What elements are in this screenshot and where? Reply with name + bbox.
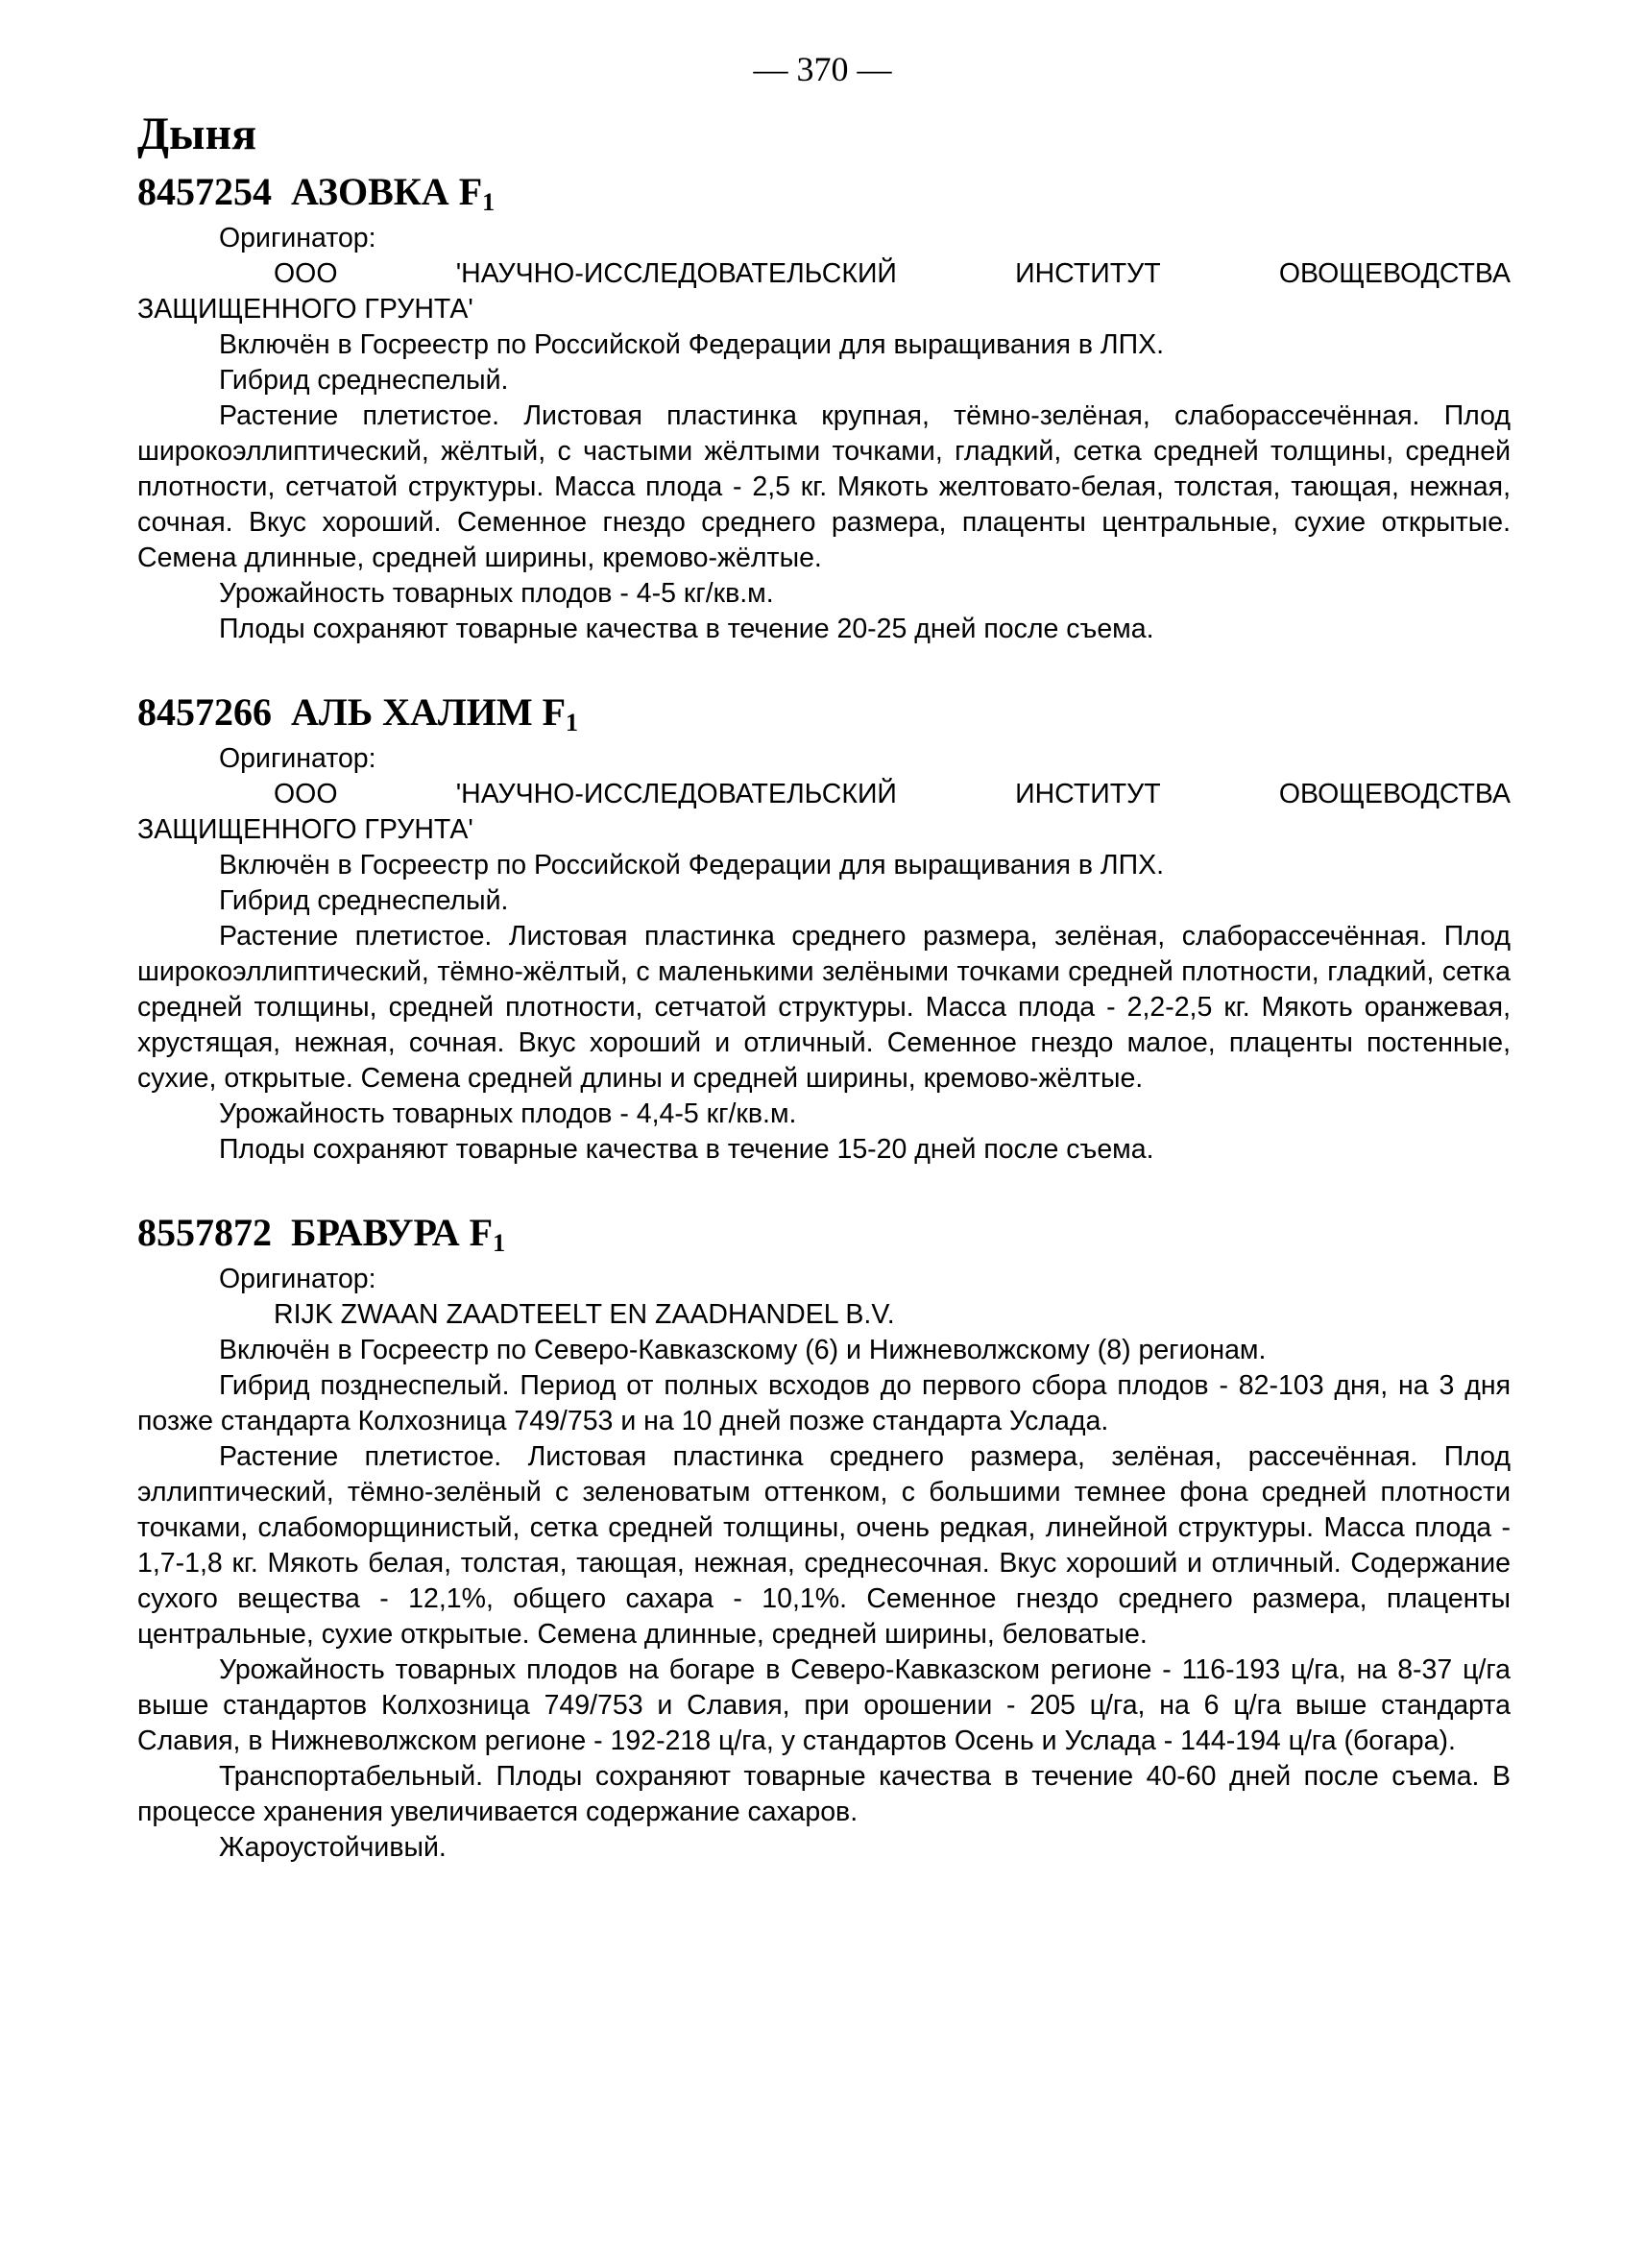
- variety-code: 8557872: [137, 1211, 272, 1254]
- registry-text: Включён в Госреестр по Российской Федерации для выращивания в ЛПХ.: [219, 329, 1165, 360]
- originator-label: Оригинатор:: [219, 743, 376, 774]
- description-text: Растение плетистое. Листовая пластинка среднего размера, зелёная, слаборассечённая. Плод широкоэллиптический, тёмно-жёлтый, с маленькими зелёными точками средней плотности, гладкий, сетка средней толщины, средней плотности, сетчатой структуры. Масса плода - 2,2-2,5 кг. Мякоть оранжевая, хрустящая, нежная, сочная. Вкус хороший и отличный. Семенное гнездо малое, плаценты постенные, сухие, открытые. Семена средней длины и средней ширины, кремово-жёлтые.: [137, 921, 1511, 1094]
- storage-text: Плоды сохраняют товарные качества в течение 20-25 дней после съема.: [219, 614, 1154, 644]
- originator-name: RIJK ZWAAN ZAADTEELT EN ZAADHANDEL B.V.: [274, 1299, 895, 1330]
- variety-code: 8457254: [137, 170, 272, 213]
- hybrid-subscript: 1: [566, 709, 579, 736]
- originator-label: Оригинатор:: [219, 223, 376, 253]
- yield-text: Урожайность товарных плодов на богаре в Северо-Кавказском регионе - 116-193 ц/га, на 8-37 ц/га выше стандартов Колхозница 749/753 и Славия, при орошении - 205 ц/га, на 6 ц/га выше стандарта Славия, в Нижневолжском регионе - 192-218 ц/га, у стандартов Осень и Услада - 144-194 ц/га (богара).: [137, 1654, 1511, 1756]
- variety-title: 8557872 БРАВУРА $F_1$: [137, 1211, 506, 1257]
- variety-name: АЛЬ ХАЛИМ: [291, 690, 533, 734]
- yield-text: Урожайность товарных плодов - 4,4-5 кг/кв.м.: [219, 1098, 797, 1129]
- originator-label: Оригинатор:: [219, 1264, 376, 1294]
- yield-text: Урожайность товарных плодов - 4-5 кг/кв.м.: [219, 578, 774, 609]
- extra-text: Жароустойчивый.: [219, 1832, 447, 1863]
- ripening-text: Гибрид среднеспелый.: [219, 885, 509, 916]
- variety-code: 8457266: [137, 690, 272, 734]
- variety-name: БРАВУРА: [291, 1211, 460, 1254]
- page-number: — 370 —: [753, 50, 892, 88]
- hybrid-subscript: 1: [482, 188, 496, 216]
- storage-text: Транспортабельный. Плоды сохраняют товарные качества в течение 40-60 дней после съема. В процессе хранения увеличивается содержание сахаров.: [137, 1761, 1511, 1827]
- variety-entry: [137, 1210, 1511, 1866]
- variety-entry: [137, 689, 1511, 1168]
- description-text: Растение плетистое. Листовая пластинка крупная, тёмно-зелёная, слаборассечённая. Плод широкоэллиптический, жёлтый, с частыми жёлтыми точками, гладкий, сетка средней толщины, средней плотности, сетчатой структуры. Масса плода - 2,5 кг. Мякоть желтовато-белая, толстая, тающая, нежная, сочная. Вкус хороший. Семенное гнездо среднего размера, плаценты центральные, сухие открытые. Семена длинные, средней ширины, кремово-жёлтые.: [137, 400, 1511, 573]
- originator-name: ООО 'НАУЧНО-ИССЛЕДОВАТЕЛЬСКИЙ ИНСТИТУТ ОВОЩЕВОДСТВА: [274, 258, 1511, 289]
- storage-text: Плоды сохраняют товарные качества в течение 15-20 дней после съема.: [219, 1134, 1154, 1165]
- variety-title: 8457254 АЗОВКА $F_1$: [137, 170, 496, 216]
- variety-entry: [137, 169, 1511, 647]
- originator-name-cont: ЗАЩИЩЕННОГО ГРУНТА': [137, 294, 473, 325]
- ripening-text: Гибрид позднеспелый. Период от полных всходов до первого сбора плодов - 82-103 дня, на 3 дня позже стандарта Колхозница 749/753 и на 10 дней позже стандарта Услада.: [137, 1370, 1511, 1436]
- section-title: Дыня: [137, 109, 257, 159]
- originator-name-cont: ЗАЩИЩЕННОГО ГРУНТА': [137, 814, 473, 845]
- originator-name: ООО 'НАУЧНО-ИССЛЕДОВАТЕЛЬСКИЙ ИНСТИТУТ ОВОЩЕВОДСТВА: [274, 779, 1511, 809]
- variety-name: АЗОВКА: [291, 170, 449, 213]
- variety-title: 8457266 АЛЬ ХАЛИМ $F_1$: [137, 690, 579, 736]
- hybrid-subscript: 1: [493, 1229, 506, 1257]
- description-text: Растение плетистое. Листовая пластинка среднего размера, зелёная, рассечённая. Плод эллиптический, тёмно-зелёный с зеленоватым оттенком, с большими темнее фона средней плотности точками, слабоморщинистый, сетка средней толщины, очень редкая, линейной структуры. Масса плода - 1,7-1,8 кг. Мякоть белая, толстая, тающая, нежная, среднесочная. Вкус хороший и отличный. Содержание сухого вещества - 12,1%, общего сахара - 10,1%. Семенное гнездо среднего размера, плаценты центральные, сухие открытые. Семена длинные, средней ширины, беловатые.: [137, 1441, 1511, 1650]
- registry-text: Включён в Госреестр по Российской Федерации для выращивания в ЛПХ.: [219, 850, 1165, 881]
- page-content: [137, 108, 1511, 1908]
- ripening-text: Гибрид среднеспелый.: [219, 365, 509, 396]
- registry-text: Включён в Госреестр по Северо-Кавказскому (6) и Нижневолжскому (8) регионам.: [219, 1335, 1267, 1365]
